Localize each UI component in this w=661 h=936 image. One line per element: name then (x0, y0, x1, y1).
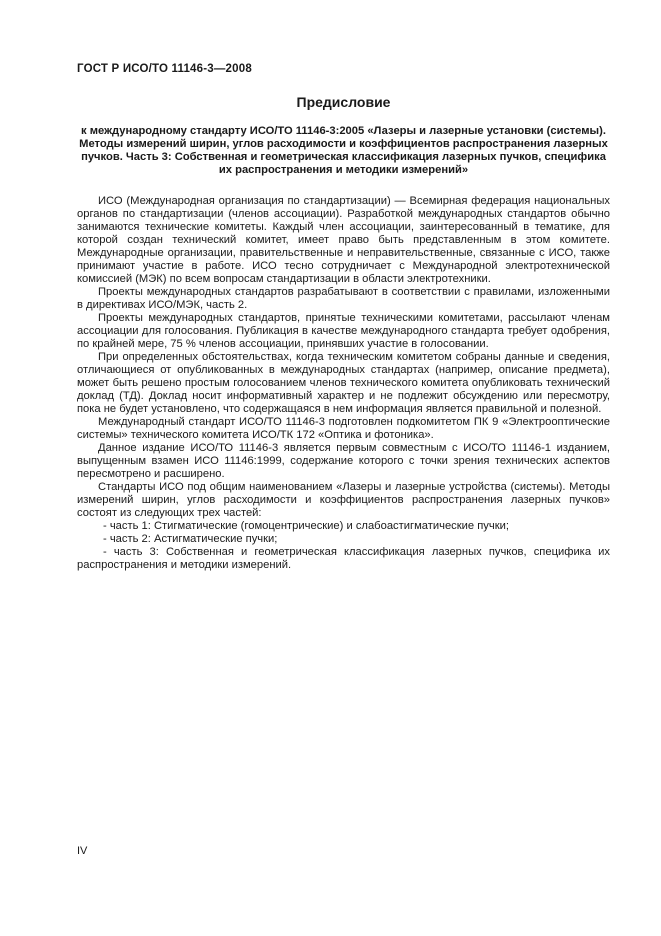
paragraph-parts-intro: Стандарты ИСО под общим наименованием «Лазеры и лазерные устройства (системы). Методы измерений ширин, углов расходимости и коэффициентов распространения лазерных пучков» состоят из следующих трех частей: (77, 481, 610, 519)
paragraph-voting: Проекты международных стандартов, принятые техническими комитетами, рассылают членам ассоциации для голосования. Публикация в качестве международного стандарта требует одобрения, по крайней мере, 75 % членов ассоциации, принявших участие в голосовании. (77, 312, 610, 350)
page-title: Предисловие (296, 94, 391, 110)
list-item-part-2: - часть 2: Астигматические пучки; (103, 533, 278, 545)
standard-subtitle: к международному стандарту ИСО/ТО 11146-3:2005 «Лазеры и лазерные установки (системы). Методы измерений ширин, углов расходимости и коэффициентов распространения лазерных пучков. Часть 3: Собственная и геометрическая классификация лазерных пучков, специфика их распространения и методики измерений» (79, 125, 608, 176)
paragraph-subcommittee: Международный стандарт ИСО/ТО 11146-3 подготовлен подкомитетом ПК 9 «Электрооптические системы» технического комитета ИСО/ТК 172 «Оптика и фотоника». (77, 416, 610, 441)
page-content (77, 94, 610, 572)
list-item-part-3: - часть 3: Собственная и геометрическая классификация лазерных пучков, специфика их распространения и методики измерений. (77, 546, 610, 571)
foreword-body (77, 195, 610, 572)
paragraph-iso-definition: ИСО (Международная организация по стандартизации) — Всемирная федерация национальных органов по стандартизации (членов ассоциации). Разработкой международных стандартов обычно занимаются технические комитеты. Каждый член ассоциации, заинтересованный в тематике, для которой создан технический комитет, имеет право быть представленным в этом комитете. Международные организации, правительственные и неправительственные, связанные с ИСО, также принимают участие в работе. ИСО тесно сотрудничает с Международной электротехнической комиссией (МЭК) по всем вопросам стандартизации в области электротехники. (77, 195, 610, 285)
paragraph-directives: Проекты международных стандартов разрабатывают в соответствии с правилами, изложенными в директивах ИСО/МЭК, часть 2. (77, 286, 610, 311)
page-number: IV (77, 845, 88, 857)
running-header-standard-designation: ГОСТ Р ИСО/ТО 11146-3—2008 (77, 63, 252, 75)
list-item-part-1: - часть 1: Стигматические (гомоцентрические) и слабоастигматические пучки; (103, 520, 509, 532)
paragraph-edition: Данное издание ИСО/ТО 11146-3 является первым совместным с ИСО/ТО 11146-1 изданием, выпущенным взамен ИСО 11146:1999, содержание которого с точки зрения технических аспектов пересмотрено и расширено. (77, 442, 610, 480)
paragraph-technical-report: При определенных обстоятельствах, когда техническим комитетом собраны данные и сведения, отличающиеся от опубликованных в международных стандартах (например, описание предмета), может быть решено простым голосованием членов технического комитета опубликовать технический доклад (ТД). Доклад носит информативный характер и не подлежит обсуждению или пересмотру, пока не будет установлено, что содержащаяся в нем информация является правильной и полезной. (77, 351, 610, 415)
